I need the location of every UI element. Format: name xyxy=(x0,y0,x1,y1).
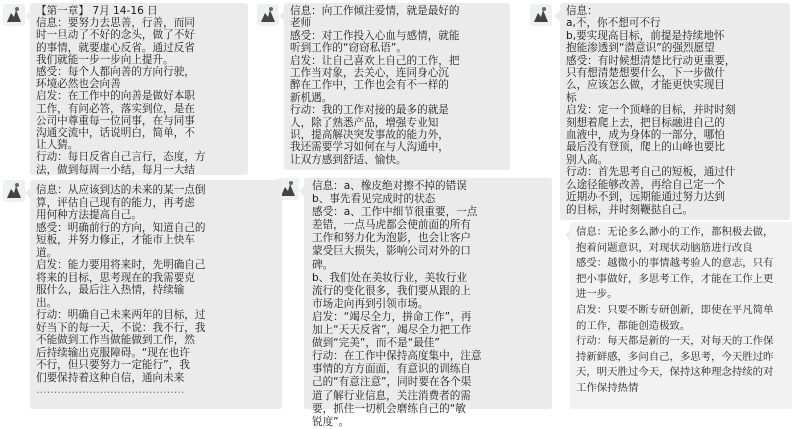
message-line: 行动：每天都是新的一天，对每天的工作保 xyxy=(576,335,774,348)
message-line: 感受：每个人都向善的方向行驶， xyxy=(36,66,195,79)
message-line: 感受：a、工作中细节很重要，一点 xyxy=(312,206,478,219)
message-line: 醉在工作中，工作也会有不一样的 xyxy=(290,79,449,92)
message-line: 蒙受巨大损失，影响公司对外的口 xyxy=(312,245,471,258)
message-line: 持新鲜感，多问自己，多思考，今天胜过昨 xyxy=(576,350,774,363)
message-bubble xyxy=(570,222,792,409)
message-line: 天，明天胜过今天，保持这种理念持续的对 xyxy=(576,366,774,379)
message-line: 把小事做好，多思考工作，才能在工作上更 xyxy=(576,272,774,285)
message-line: 抱着问题意识，对现状动脑筋进行改良 xyxy=(576,241,753,254)
message-bubble xyxy=(30,180,282,409)
message-line: 行动：明确自己未来两年的目标，过 xyxy=(36,309,206,321)
message-line: 不行，但只要努力一定能行”，我 xyxy=(36,359,190,371)
avatar-icon xyxy=(257,4,279,26)
message-line: 不能做到工作当做能做到工作，然 xyxy=(36,334,195,346)
message-bubble xyxy=(560,3,790,220)
message-line: 行动：在工作中保持高度集中，注意 xyxy=(312,350,482,363)
message-line: 行动：每日反省自己言行，态度，方 xyxy=(36,151,206,164)
message-line: b,要实现高目标，前提是持续地怀 xyxy=(566,29,725,42)
message-line: 环境必然也会向善 xyxy=(36,78,121,91)
message-line: 工作和努力化为泡影，也会让客户 xyxy=(312,232,471,245)
message-line: 么，应该怎么做，才能更快实现目 xyxy=(566,79,725,92)
message-line: 信息：从应该到达的未来的某一点倒 xyxy=(36,184,206,196)
message-line: 行动：我的工作对接的最多的就是 xyxy=(290,104,449,117)
message-line: 只有想清楚想要什么，下一步做什 xyxy=(566,67,725,80)
message-line: 信息：a、橡皮绝对擦不掉的错误 xyxy=(312,180,467,192)
message-line: 碑。 xyxy=(312,258,334,271)
message-line: 道。 xyxy=(36,246,58,259)
message-line: 们要保持着这种自信，通向未来 xyxy=(36,371,185,384)
message-line: 让双方感到舒适、愉快。 xyxy=(290,153,407,166)
message-line: 启发：定一个顶峰的目标，并时时刻 xyxy=(566,104,736,117)
message-line: 信息：无论多么渺小的工作，都积极去做， xyxy=(576,226,774,238)
message-line: 要，抓住一切机会磨练自己的“敏 xyxy=(312,402,466,415)
avatar[interactable] xyxy=(3,180,25,202)
message-line: 的工作，都能创造极致。 xyxy=(576,319,691,332)
message-bubble xyxy=(284,3,510,170)
message-line: 人，除了熟悉产品，增强专业知 xyxy=(290,116,439,129)
message-line: 行动：首先思考自己的短板，通过什 xyxy=(566,166,736,179)
message-line: 己的“有意注意”，同时要在各个渠 xyxy=(312,376,472,389)
message-line: 加上“天天反省”，竭尽全力把工作 xyxy=(312,324,472,337)
message-line: 工作保持热情 xyxy=(576,381,639,394)
avatar-icon xyxy=(530,4,552,26)
message-line: 市场走向再到引领市场。 xyxy=(312,297,429,310)
message-line: 启发：“竭尽全力，拼命工作”，再 xyxy=(312,310,472,323)
message-line: 启发：能力要用将来时，先明确自己 xyxy=(36,259,206,271)
message-line: 启发：只要不断专研创新，即使在平凡简单 xyxy=(576,303,774,316)
message-line: 沟通交流中，话说明白，简单，不 xyxy=(36,127,195,140)
message-line: 信息：向工作倾注爱情，就是最好的 xyxy=(290,5,460,17)
message-line: 启发：让自己喜欢上自己的工作，把 xyxy=(290,54,460,67)
message-line: 法，做到每周一小结，每月一大结 xyxy=(36,163,195,176)
message-line: 【第一章】 7月 14-16 日 xyxy=(36,5,158,17)
message-line: 用何种方法提高自己。 xyxy=(36,209,142,221)
message-bubble xyxy=(304,178,552,428)
message-line: 老师 xyxy=(290,17,312,30)
message-line: 感受：明确前行的方向，知道自己的 xyxy=(36,221,206,234)
message-line: 么途径能够改善，再给自己定一个 xyxy=(566,178,725,191)
message-line: 时一旦动了不好的念头，做了不好 xyxy=(36,29,195,42)
message-line: 感受：有时候想清楚比行动更重要， xyxy=(566,54,736,67)
message-line: 将来的目标，思考现在的我需要克 xyxy=(36,271,195,284)
message-line: 道了解行业信息，关注消费者的需 xyxy=(312,389,471,402)
message-line: 进一步。 xyxy=(576,288,618,301)
message-line: 事情的方方面面，有意识的训练自 xyxy=(312,363,471,376)
avatar[interactable] xyxy=(3,4,25,26)
message-line: 算，评估自己现有的能力，再考虑 xyxy=(36,196,195,209)
message-line: 信息：要努力去思善，行善，而同 xyxy=(36,17,195,30)
message-line: 公司中尊重每一位同事，在与同事 xyxy=(36,114,195,127)
message-line: 刻想着爬上去，把目标融进自己的 xyxy=(566,116,725,129)
message-text xyxy=(36,184,276,397)
message-line: 工作当对象，去关心，连同身心沉 xyxy=(290,67,449,80)
avatar-icon xyxy=(3,4,25,26)
message-bubble xyxy=(30,3,248,175)
message-line: 让人猜。 xyxy=(36,139,79,152)
message-line: 识，提高解决突发事故的能力外， xyxy=(290,129,449,142)
message-line: 后持续输出克服障碍。“现在也许 xyxy=(36,346,190,359)
message-line: 锐度”。 xyxy=(312,415,350,428)
message-text xyxy=(36,5,242,176)
message-line: 信息： xyxy=(566,5,598,17)
message-line: 近期办不到，远期能通过努力达到 xyxy=(566,191,725,204)
message-line: 标 xyxy=(566,91,577,104)
message-line: 我们就能一步一步向上提升。 xyxy=(36,53,174,66)
message-line: 的事情，就要虚心反省。通过反省 xyxy=(36,41,195,54)
message-line: 启发：在工作中的向善是做好本职 xyxy=(36,90,195,103)
message-line: 别人高。 xyxy=(566,153,609,166)
avatar[interactable] xyxy=(257,4,279,26)
message-line: 好当下的每一天，不说：我不行，我 xyxy=(36,321,206,334)
avatar-icon xyxy=(3,180,25,202)
message-line: 抱能渗透到“潜意识”的强烈愿望 xyxy=(566,42,715,55)
message-line: 的目标，并时刻鞭挞自己。 xyxy=(566,203,694,216)
message-line: 我还需要学习如何在与人沟通中， xyxy=(290,141,449,154)
message-line: 最后没有登顶，爬上的山峰也要比 xyxy=(566,141,725,154)
message-line: 新机遇。 xyxy=(290,91,333,104)
message-line: 服什么，最后注入热情，持续输 xyxy=(36,284,185,296)
cut-off-line: …………………………………… xyxy=(36,384,185,396)
message-line: 感受：对工作投入心血与感情，就能 xyxy=(290,29,460,42)
message-line: 感受：越微小的事情越考验人的意志，只有 xyxy=(576,257,774,270)
message-line: 血液中，成为身体的一部分，哪怕 xyxy=(566,129,725,142)
message-line: b、我们处在美妆行业，美妆行业 xyxy=(312,271,468,284)
message-line: 听到工作的“窃窃私语”。 xyxy=(290,42,407,55)
message-line: 工作，有问必答，落实到位，是在 xyxy=(36,102,195,115)
message-text xyxy=(290,5,504,166)
message-text xyxy=(566,5,784,216)
message-line: 出。 xyxy=(36,296,58,309)
message-text xyxy=(312,180,544,429)
message-line: 短板，并努力修正，才能市上快车 xyxy=(36,234,195,246)
avatar[interactable] xyxy=(530,4,552,26)
message-line: a,不，你不想可不行 xyxy=(566,17,661,30)
message-line: 流行的变化很多，我们要从跟的上 xyxy=(312,284,471,297)
message-line: 做到“完美”，而不是“最佳” xyxy=(312,337,440,350)
message-text xyxy=(576,225,786,397)
message-line: b、事先看见完成时的状态 xyxy=(312,193,436,206)
message-line: 差错，一点马虎都会使前面的所有 xyxy=(312,219,471,232)
